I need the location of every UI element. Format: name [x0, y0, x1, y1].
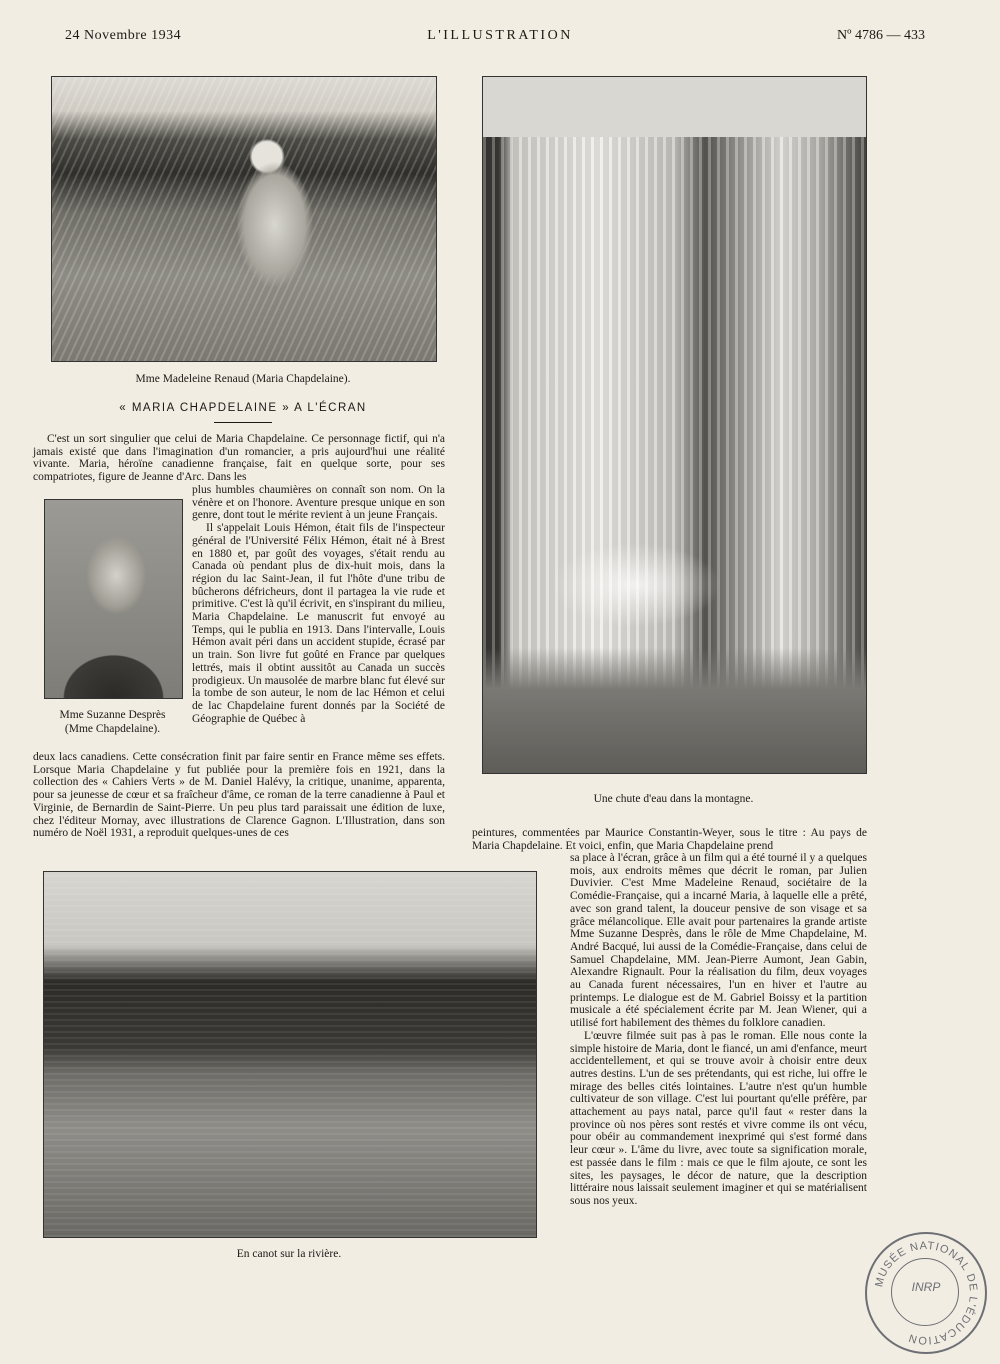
article-paragraph-2: Il s'appelait Louis Hémon, était fils de l'inspecteur général de l'Université Félix Hémon, était né à Brest en 1880 et, par goût des voyages, s'était rendu au Canada où pendant plus de dix-huit mois, dans la région du lac Saint-Jean, il fut l'hôte d'une tribu de bûcherons défricheurs, dont il partagea la vie rude et primitive. C'est là qu'il écrivit, en s'inspirant du milieu, Maria Chapdelaine. Le manuscrit fut envoyé au Temps, qui le publia en 1913. Dans l'intervalle, Louis Hémon avait péri dans un accident stupide, écrasé par un train. Son livre fut goûté en France par quelques lettrés, mais il obtint aussitôt au Canada un succès prodigieux. Un mausolée de marbre blanc fut élevé sur la tombe de son auteur, le nom de lac Hémon et celui de lac Chapdelaine furent donnés par la Société de Géographie de Québec à	[192, 522, 445, 725]
article-paragraph-1: C'est un sort singulier que celui de Maria Chapdelaine. Ce personnage fictif, qui n'a jamais existé que dans l'imagination d'un romancier, a pris aujourd'hui une réalité vivante. Maria, héroïne canadienne française, fait en quelque sorte, pour ses compatriotes, figure de Jeanne d'Arc. Dans les	[33, 433, 445, 484]
caption-portrait-line1: Mme Suzanne Desprès	[59, 709, 166, 721]
article-column-a	[33, 433, 445, 484]
publication-title: L'ILLUSTRATION	[427, 28, 573, 43]
caption-canoes: En canot sur la rivière.	[236, 1248, 342, 1260]
caption-meadow: Mme Madeleine Renaud (Maria Chapdelaine).	[135, 373, 351, 385]
museum-stamp	[865, 1232, 987, 1354]
article-column-c	[33, 751, 445, 840]
caption-portrait-line2: (Mme Chapdelaine).	[64, 723, 161, 735]
article-title: « MARIA CHAPDELAINE » A L'ÉCRAN	[119, 402, 367, 414]
photo-meadow	[51, 76, 437, 362]
article-column-e	[570, 852, 867, 1208]
article-paragraph-4: L'œuvre filmée suit pas à pas le roman. Elle nous conte la simple histoire de Maria, dont le fiancé, un ami d'enfance, meurt accidentellement, et qui se trouve avoir à choisir entre deux autres destins. L'un de ses prétendants, qui est riche, lui offre le mirage des belles cités lointaines. L'autre n'est qu'un humble cultivateur de son village. C'est lui pourtant qu'elle préfère, par attachement au pays natal, parce qu'il faut « rester dans la province où nos pères sont restés et vivre comme ils ont vécu, pour obéir au commandement inexprimé qui s'est formé dans leur cœur ». L'âme du livre, avec toute sa signification morale, est passée dans le film : mais ce que le film ajoute, ce sont les sites, les paysages, le décor de nature, que la description littéraire nous laissait seulement imaginer et qui se matérialisent sous nos yeux.	[570, 1029, 867, 1207]
stamp-ring-text: MUSÉE NATIONAL DE L'ÉDUCATION	[873, 1239, 980, 1347]
stamp-center-text: INRP	[911, 1280, 941, 1294]
photo-waterfall	[482, 76, 867, 774]
photo-canoes	[43, 871, 537, 1238]
article-paragraph-1-cont: plus humbles chaumières on connaît son nom. On la vénère et on l'honore. Aventure presque unique en son genre, dont tout le mérite revient à un jeune Français.	[192, 484, 445, 522]
page-date: 24 Novembre 1934	[65, 28, 182, 43]
photo-portrait	[44, 499, 183, 699]
article-column-d	[472, 827, 867, 852]
title-rule	[214, 422, 272, 423]
article-column-b	[192, 484, 445, 725]
caption-portrait	[30, 708, 195, 736]
caption-waterfall: Une chute d'eau dans la montagne.	[593, 793, 754, 805]
issue-number: Nº 4786 — 433	[837, 28, 925, 43]
article-paragraph-2-cont: deux lacs canadiens. Cette consécration finit par faire sentir en France même ses effets. Lorsque Maria Chapdelaine y fut publiée pour la première fois en 1921, dans la collection des « Cahiers Verts » de M. Daniel Halévy, la critique, unanime, apparenta, pour sa jeunesse de cœur et sa fraîcheur d'âme, ce roman de la terre canadienne à Paul et Virginie, de Bernardin de Saint-Pierre. Un peu plus tard paraissait une édition de luxe, chez l'éditeur Mornay, avec illustrations de Clarence Gagnon. L'Illustration, dans son numéro de Noël 1931, a reproduit quelques-unes de ces	[33, 751, 445, 840]
article-paragraph-3: sa place à l'écran, grâce à un film qui a été tourné il y a quelques mois, aux endroits mêmes que décrit le roman, par Julien Duvivier. C'est Mme Madeleine Renaud, sociétaire de la Comédie-Française, qui a incarné Maria, à laquelle elle a prêté, avec son grand talent, la douceur pensive de son visage et sa grâce mélancolique. Elle avait pour partenaires la grande artiste Mme Suzanne Desprès, dans le rôle de Mme Chapdelaine, M. André Bacqué, lui aussi de la Comédie-Française, dans celui de Samuel Chapdelaine, MM. Jean-Pierre Aumont, Jean Gabin, Alexandre Rignault. Pour la réalisation du film, deux voyages au Canada furent nécessaires, l'un en hiver et l'autre au printemps. Le dialogue est de M. Gabriel Boissy et la partition musicale a été spécialement écrite par M. Jean Wiener, qui a utilisé fort habilement des thèmes du folklore canadien.	[570, 852, 867, 1030]
article-paragraph-2-end: peintures, commentées par Maurice Constantin-Weyer, sous le titre : Au pays de Maria Chapdelaine. Et voici, enfin, que Maria Chapdelaine prend	[472, 827, 867, 852]
